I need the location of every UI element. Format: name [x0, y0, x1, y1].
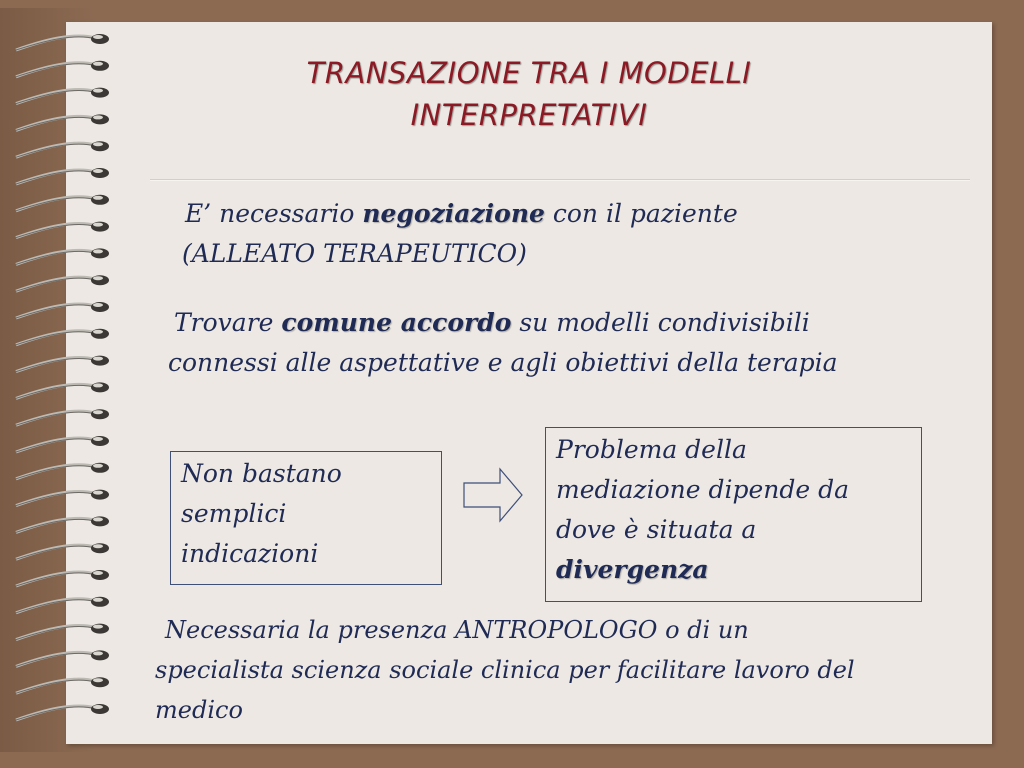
binding-ring — [16, 356, 109, 372]
binding-ring — [16, 168, 109, 184]
paragraph-negoziazione — [182, 194, 738, 274]
binding-ring — [16, 677, 109, 693]
box-line: Problema della — [556, 435, 747, 464]
bold-term: comune accordo — [281, 308, 512, 337]
binding-ring — [16, 624, 109, 640]
binding-ring — [16, 382, 109, 398]
bold-term: negoziazione — [362, 199, 545, 228]
binding-ring — [16, 436, 109, 452]
binding-ring — [16, 543, 109, 559]
binding-ring — [16, 516, 109, 532]
paragraph-line — [185, 194, 738, 234]
text-span: con il paziente — [544, 199, 738, 228]
text-span: su modelli condivisibili — [511, 308, 810, 337]
box-mediazione — [545, 427, 922, 602]
title-divider — [150, 179, 970, 180]
binding-ring — [16, 141, 109, 157]
paragraph-antropologo — [155, 610, 855, 730]
paragraph-line: medico — [155, 696, 243, 724]
slide-title — [66, 52, 992, 136]
paragraph-line: connessi alle aspettative e agli obiettivi della terapia — [168, 348, 838, 377]
arrow-right-icon — [462, 465, 524, 525]
box-line: mediazione dipende da — [556, 475, 850, 504]
binding-ring — [16, 463, 109, 479]
binding-ring — [16, 704, 109, 720]
box-line: Non bastano — [181, 459, 342, 488]
title-line-1: TRANSAZIONE TRA I MODELLI — [306, 56, 752, 90]
box-line: dove è situata a — [556, 515, 757, 544]
box-line: indicazioni — [181, 539, 319, 568]
paragraph-line — [174, 303, 838, 343]
bold-term: divergenza — [556, 555, 709, 584]
paragraph-line: specialista scienza sociale clinica per facilitare lavoro del — [155, 656, 855, 684]
binding-ring — [16, 302, 109, 318]
title-line-2: INTERPRETATIVI — [410, 98, 648, 132]
box-indicazioni — [170, 451, 442, 585]
paragraph-line: (ALLEATO TERAPEUTICO) — [182, 239, 527, 268]
binding-ring — [16, 275, 109, 291]
binding-ring — [16, 490, 109, 506]
text-span: Trovare — [174, 308, 282, 337]
binding-ring — [16, 222, 109, 238]
binding-ring — [16, 597, 109, 613]
binding-ring — [16, 195, 109, 211]
box-line — [556, 550, 911, 590]
binding-ring — [16, 248, 109, 264]
paragraph-accordo — [168, 303, 838, 383]
binding-ring — [16, 650, 109, 666]
binding-ring — [16, 409, 109, 425]
binding-ring — [16, 570, 109, 586]
text-span: E’ necessario — [185, 199, 363, 228]
binding-ring — [16, 329, 109, 345]
paragraph-line: Necessaria la presenza ANTROPOLOGO o di un — [165, 616, 749, 644]
box-line: semplici — [181, 499, 287, 528]
binding-ring — [16, 34, 109, 50]
